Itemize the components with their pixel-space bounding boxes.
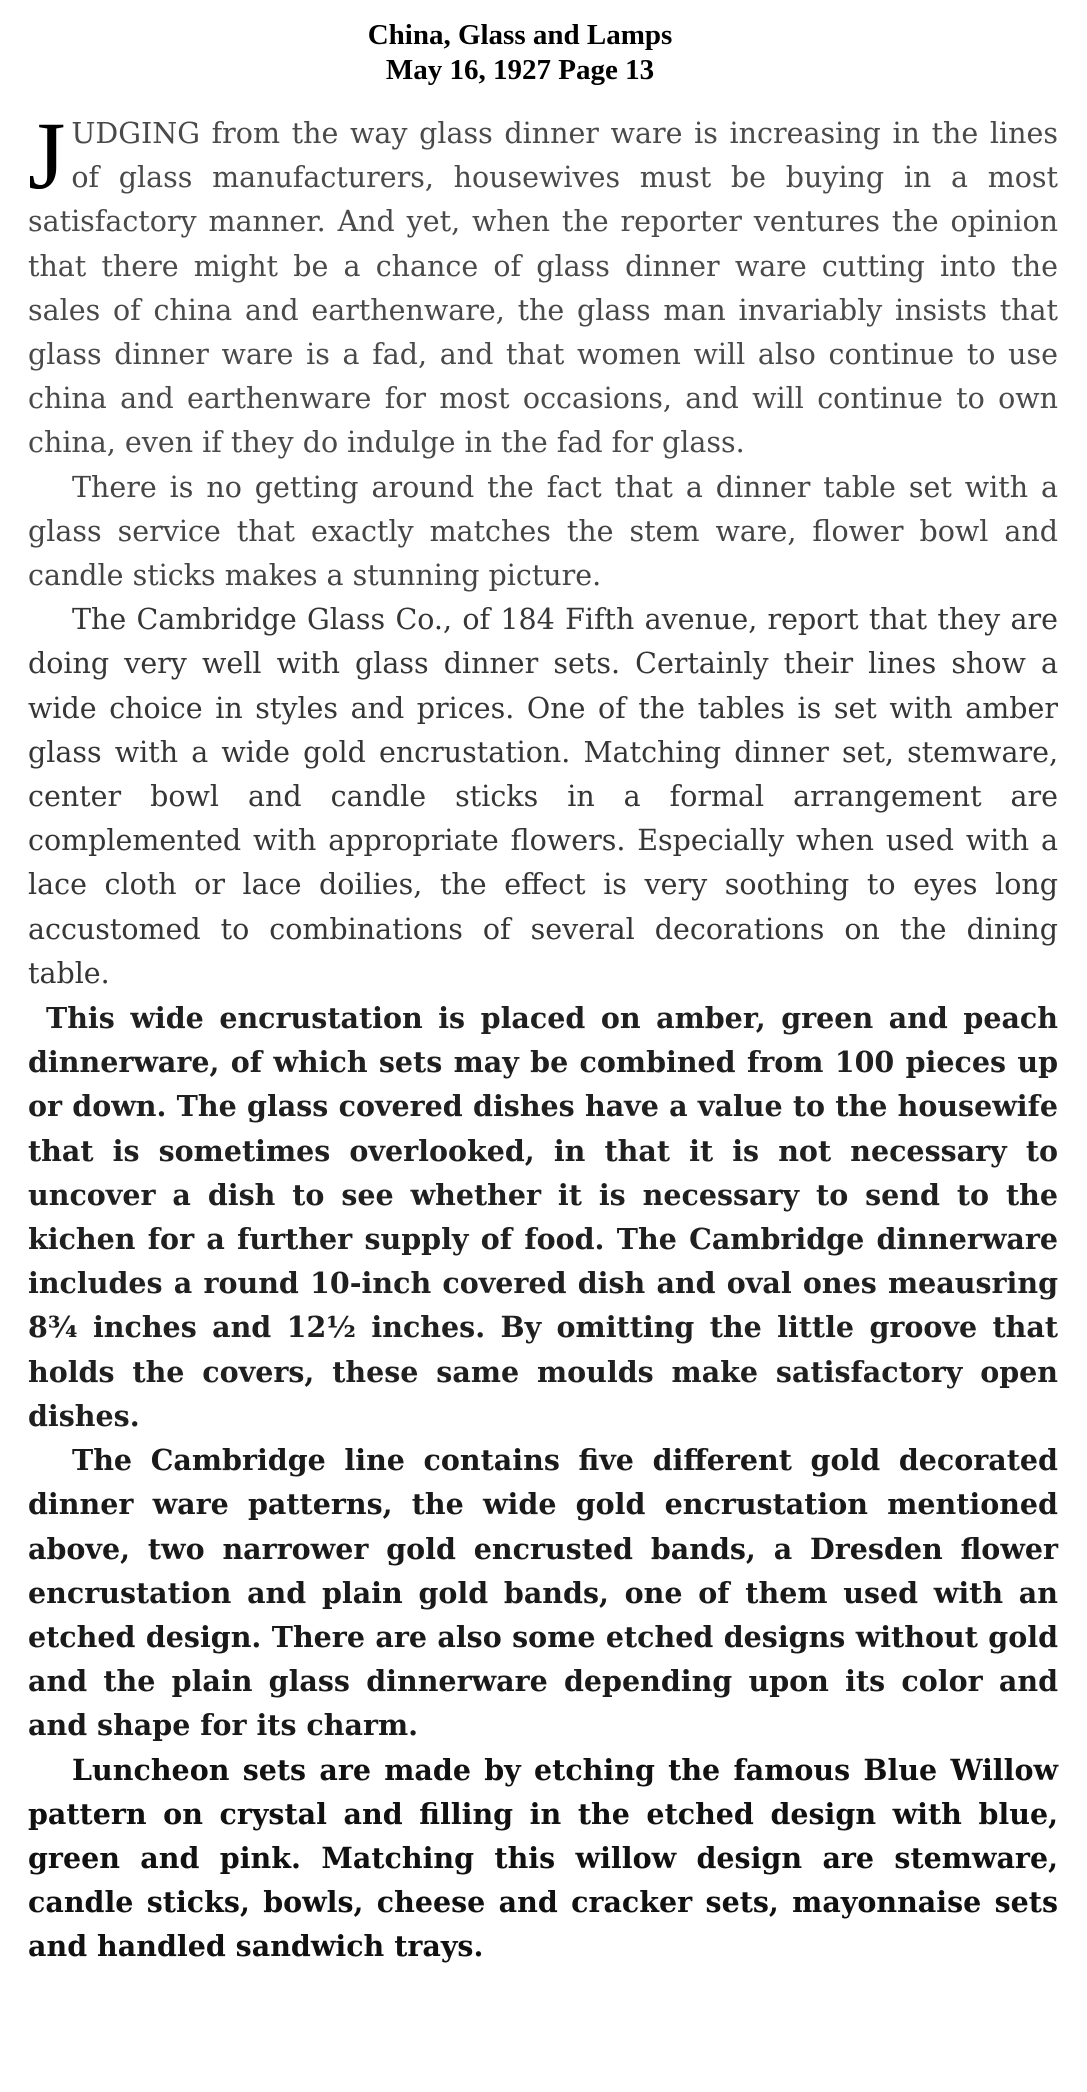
publication-title: China, Glass and Lamps: [367, 19, 673, 51]
paragraph-4: This wide encrustation is placed on amber, green and peach dinnerware, of which sets may be combined from 100 pieces up or down. The glass covered dishes have a value to the housewife that is sometimes overlooked, in that it is not necessary to uncover a dish to see whether it is necessary to send to the kichen for a further supply of food. The Cambridge dinnerware includes a round 10-inch covered dish and oval ones meausring 8¾ inches and 12½ inches. By omitting the little groove that holds the covers, these same moulds make satisfactory open dishes.: [28, 1001, 1058, 1433]
publication-date-page: May 16, 1927 Page 13: [385, 54, 655, 86]
paragraph-3: The Cambridge Glass Co., of 184 Fifth avenue, report that they are doing very well with glass dinner sets. Certainly their lines show a wide choice in styles and prices. One of the tables is set with amber glass with a wide gold encrustation. Matching dinner set, stemware, center bowl and candle sticks in a formal arrangement are complemented with appropriate flowers. Especially when used with a lace cloth or lace doilies, the effect is very soothing to eyes long accustomed to combinations of several decorations on the dining table.: [28, 603, 1058, 990]
paragraph-2: There is no getting around the fact that a dinner table set with a glass service that exactly matches the stem ware, flower bowl and candle sticks makes a stunning picture.: [28, 470, 1058, 593]
paragraph-5: The Cambridge line contains five different gold decorated dinner ware patterns, the wide gold encrustation mentioned above, two narrower gold encrusted bands, a Dresden flower encrustation and plain gold bands, one of them used with an etched design. There are also some etched designs without gold and the plain glass dinnerware depending upon its color and and shape for its charm.: [28, 1443, 1058, 1743]
paragraph-6: Luncheon sets are made by etching the famous Blue Willow pattern on crystal and filling in the etched design with blue, green and pink. Matching this willow design are stemware, candle sticks, bowls, cheese and cracker sets, mayonnaise sets and handled sandwich trays.: [28, 1752, 1058, 1964]
paragraph-1: [28, 102, 1058, 466]
paragraph-1-text: UDGING from the way glass dinner ware is increasing in the lines of glass manufacturers, housewives must be buying in a most satisfactory manner. And yet, when the reporter ventures the opinion that there might be a chance of glass dinner ware cutting into the sales of china and earthenware, the glass man invariably insists that glass dinner ware is a fad, and that women will also continue to use china and earthenware for most occasions, and will continue to own china, even if they do indulge in the fad for glass.: [28, 117, 1058, 460]
article-body: [28, 102, 1058, 1969]
drop-cap: J: [28, 102, 66, 209]
page-header: [0, 18, 1040, 88]
